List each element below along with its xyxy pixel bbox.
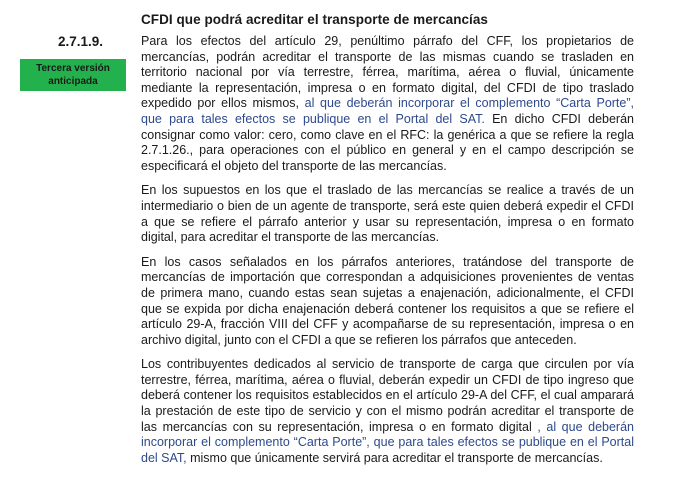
paragraph-4-text-b: mismo que únicamente servirá para acreditar el transporte de mercancías.	[186, 450, 603, 465]
rule-body	[141, 34, 634, 466]
paragraph-2-text: En los supuestos en los que el traslado de las mercancías se realice a través de un intermediario o bien de un agente de transporte, será este quien deberá expedir el CFDI a que se refiere el párrafo anterior y usar su representación, impresa o en formato digital, para acreditar el transporte de las mercancías.	[141, 183, 634, 245]
paragraph-1-highlight: al que deberán incorporar el complemento “Carta Porte”, que para tales efectos se publique en el Portal del SAT.	[141, 96, 634, 126]
paragraph-1-text-a: Para los efectos del artículo 29, penúltimo párrafo del CFF, los propietarios de mercancías, podrán acreditar el transporte de las mismas cuando se trasladen en territorio nacional por vía terrestre, férrea, marítima, aérea o fluvial, únicamente mediante la representación, impresa o en formato digital, del CFDI de tipo traslado expedido por ellos mismos,	[141, 34, 634, 111]
paragraph-2	[141, 183, 634, 245]
paragraph-4-text-a: Los contribuyentes dedicados al servicio de transporte de carga que circulen por vía terrestre, férrea, marítima, aérea o fluvial, deberán expedir un CFDI de tipo ingreso que deberá contener los requisitos establecidos en el artículo 29-A del CFF, el cual amparará la prestación de este tipo de servicio y con el mismo podrán acreditar el transporte de las mercancías con su representación, impresa o en formato digital	[141, 357, 634, 434]
paragraph-1-text-b: En dicho CFDI deberán consignar como valor: cero, como clave en el RFC: la genérica a que se refiere la regla 2.7.1.26., para operaciones con el público en general y en el campo descripción se especificará el objeto del transporte de las mercancías.	[141, 111, 634, 173]
paragraph-4	[141, 357, 634, 466]
paragraph-3	[141, 255, 634, 349]
paragraph-1	[141, 34, 634, 174]
paragraph-3-text: En los casos señalados en los párrafos anteriores, tratándose del transporte de mercancías de importación que correspondan a adquisiciones provenientes de ventas de primera mano, cuando estas sean sujetas a enajenación, adicionalmente, el CFDI que se expida por dicha enajenación deberá contener los requisitos a que se refiere el artículo 29-A, fracción VIII del CFF y acompañarse de su representación, impresa o en archivo digital, junto con el CFDI a que se refieren los párrafos que anteceden.	[141, 254, 634, 347]
rule-number: 2.7.1.9.	[58, 34, 104, 49]
paragraph-4-highlight: , al que deberán incorporar el complemento “Carta Porte”, que para tales efectos se publique en el Portal del SAT,	[141, 419, 634, 465]
rule-heading: CFDI que podrá acreditar el transporte de mercancías	[141, 12, 488, 27]
version-badge	[20, 59, 126, 91]
version-badge-line2: anticipada	[48, 76, 98, 87]
version-badge-line1: Tercera versión	[36, 63, 110, 74]
